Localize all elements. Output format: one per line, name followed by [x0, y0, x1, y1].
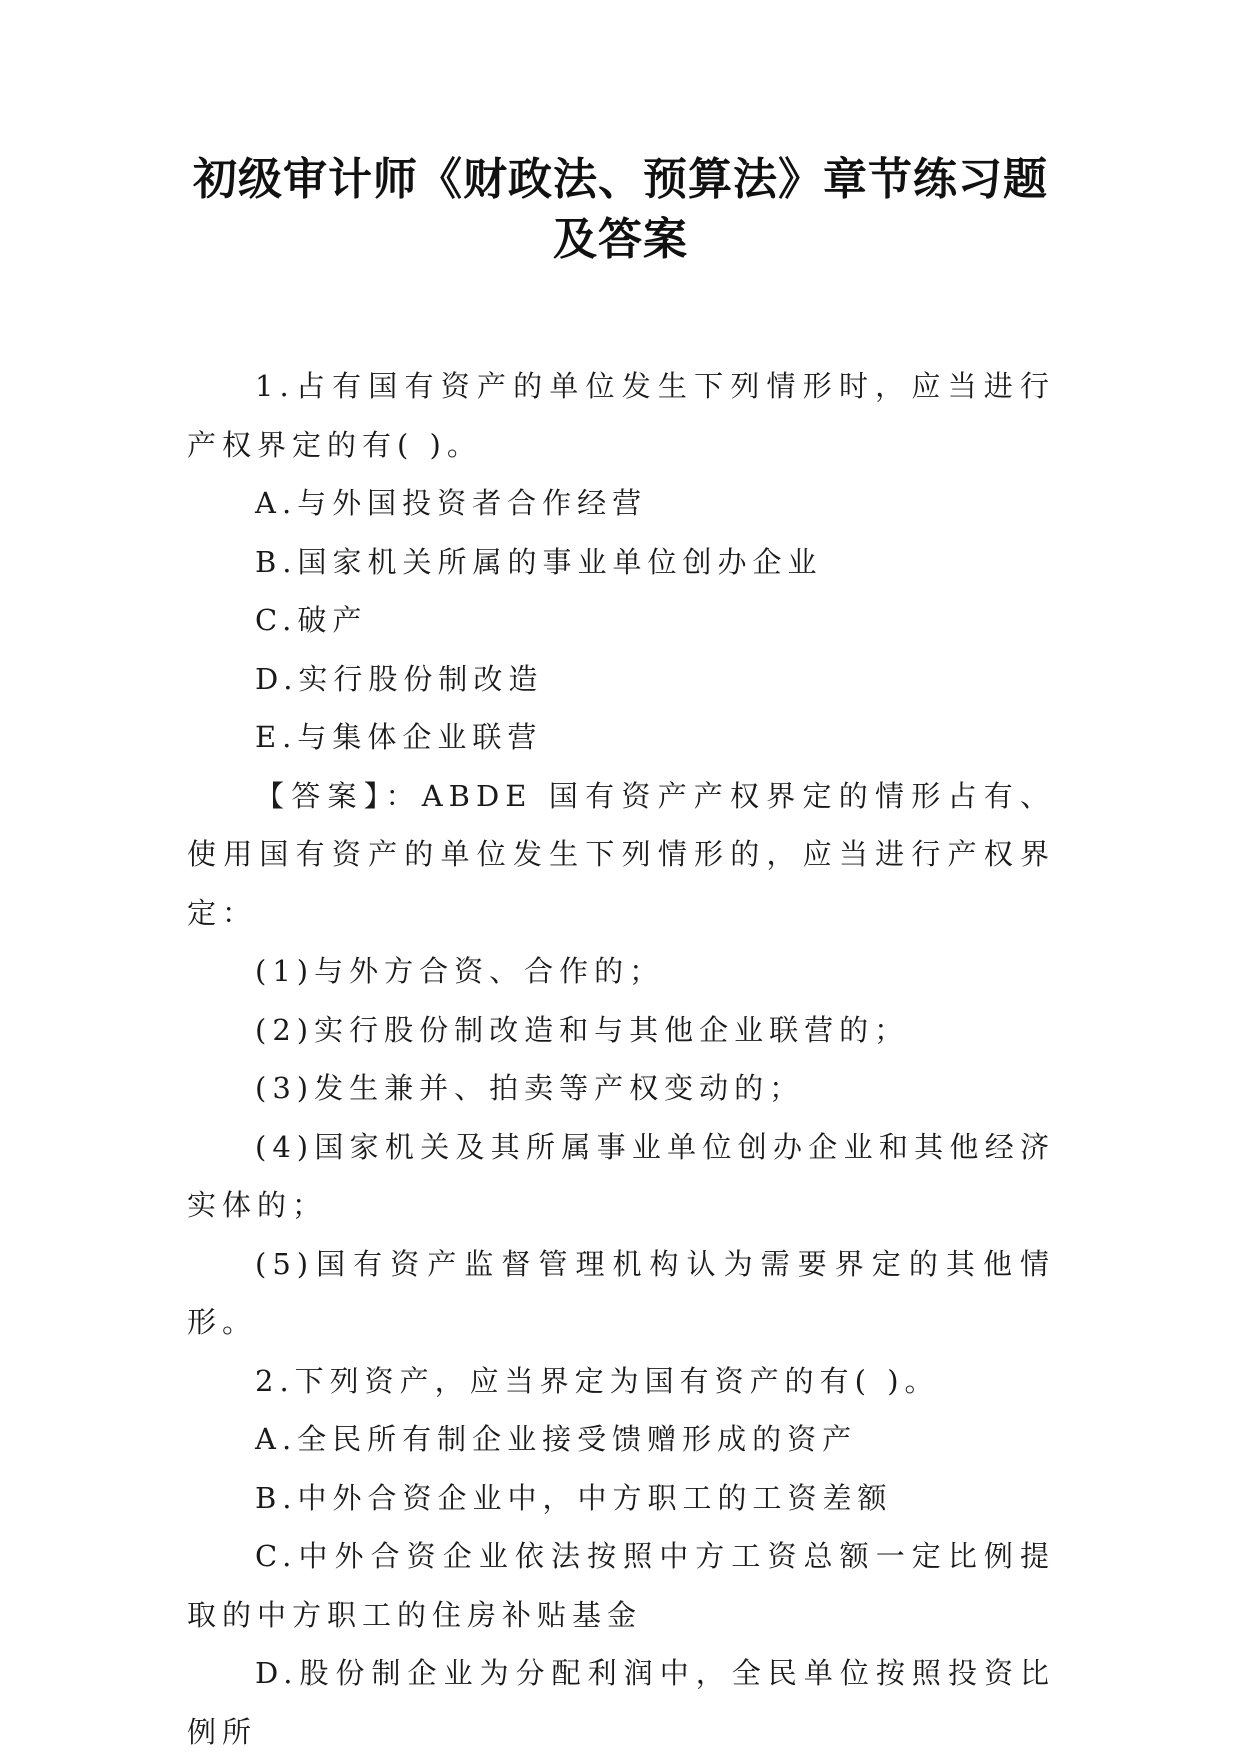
question-1-option-e: E.与集体企业联营 [255, 720, 543, 754]
answer-item-2: (2)实行股份制改造和与其他企业联营的； [255, 1012, 910, 1047]
document-title [150, 150, 1091, 270]
document-body [187, 357, 1055, 1761]
question-2-option-d: D.股份制企业为分配利润中，全民单位按照投资比例所 [187, 1656, 1055, 1749]
answer-item-3: (3)发生兼并、拍卖等产权变动的； [255, 1071, 805, 1105]
answer-item-1: (1)与外方合资、合作的； [255, 954, 665, 988]
answer-item-4: (4)国家机关及其所属事业单位创办企业和其他经济实体的； [187, 1129, 1055, 1222]
answer-item-5: (5)国有资产监督管理机构认为需要界定的其他情形。 [187, 1246, 1055, 1339]
question-1-stem: 1.占有国有资产的单位发生下列情形时，应当进行产权界定的有( )。 [187, 369, 1055, 462]
title-line-1: 初级审计师《财政法、预算法》章节练习题 [193, 154, 1048, 205]
question-1-option-d: D.实行股份制改造 [255, 661, 544, 696]
question-1-option-a: A.与外国投资者合作经营 [255, 486, 648, 520]
title-line-2: 及答案 [553, 214, 688, 265]
question-2-option-c: C.中外合资企业依法按照中方工资总额一定比例提取的中方职工的住房补贴基金 [187, 1539, 1055, 1632]
question-1-option-c: C.破产 [255, 603, 368, 637]
question-2-option-b: B.中外合资企业中，中方职工的工资差额 [255, 1480, 893, 1515]
question-1-answer: 【答案】：ABDE 国有资产产权界定的情形占有、使用国有资产的单位发生下列情形的，应当进行产权界定： [187, 778, 1055, 930]
question-2-stem: 2.下列资产，应当界定为国有资产的有( )。 [255, 1363, 940, 1398]
question-2-option-a: A.全民所有制企业接受馈赠形成的资产 [255, 1422, 858, 1456]
question-1-option-b: B.国家机关所属的事业单位创办企业 [255, 544, 823, 579]
